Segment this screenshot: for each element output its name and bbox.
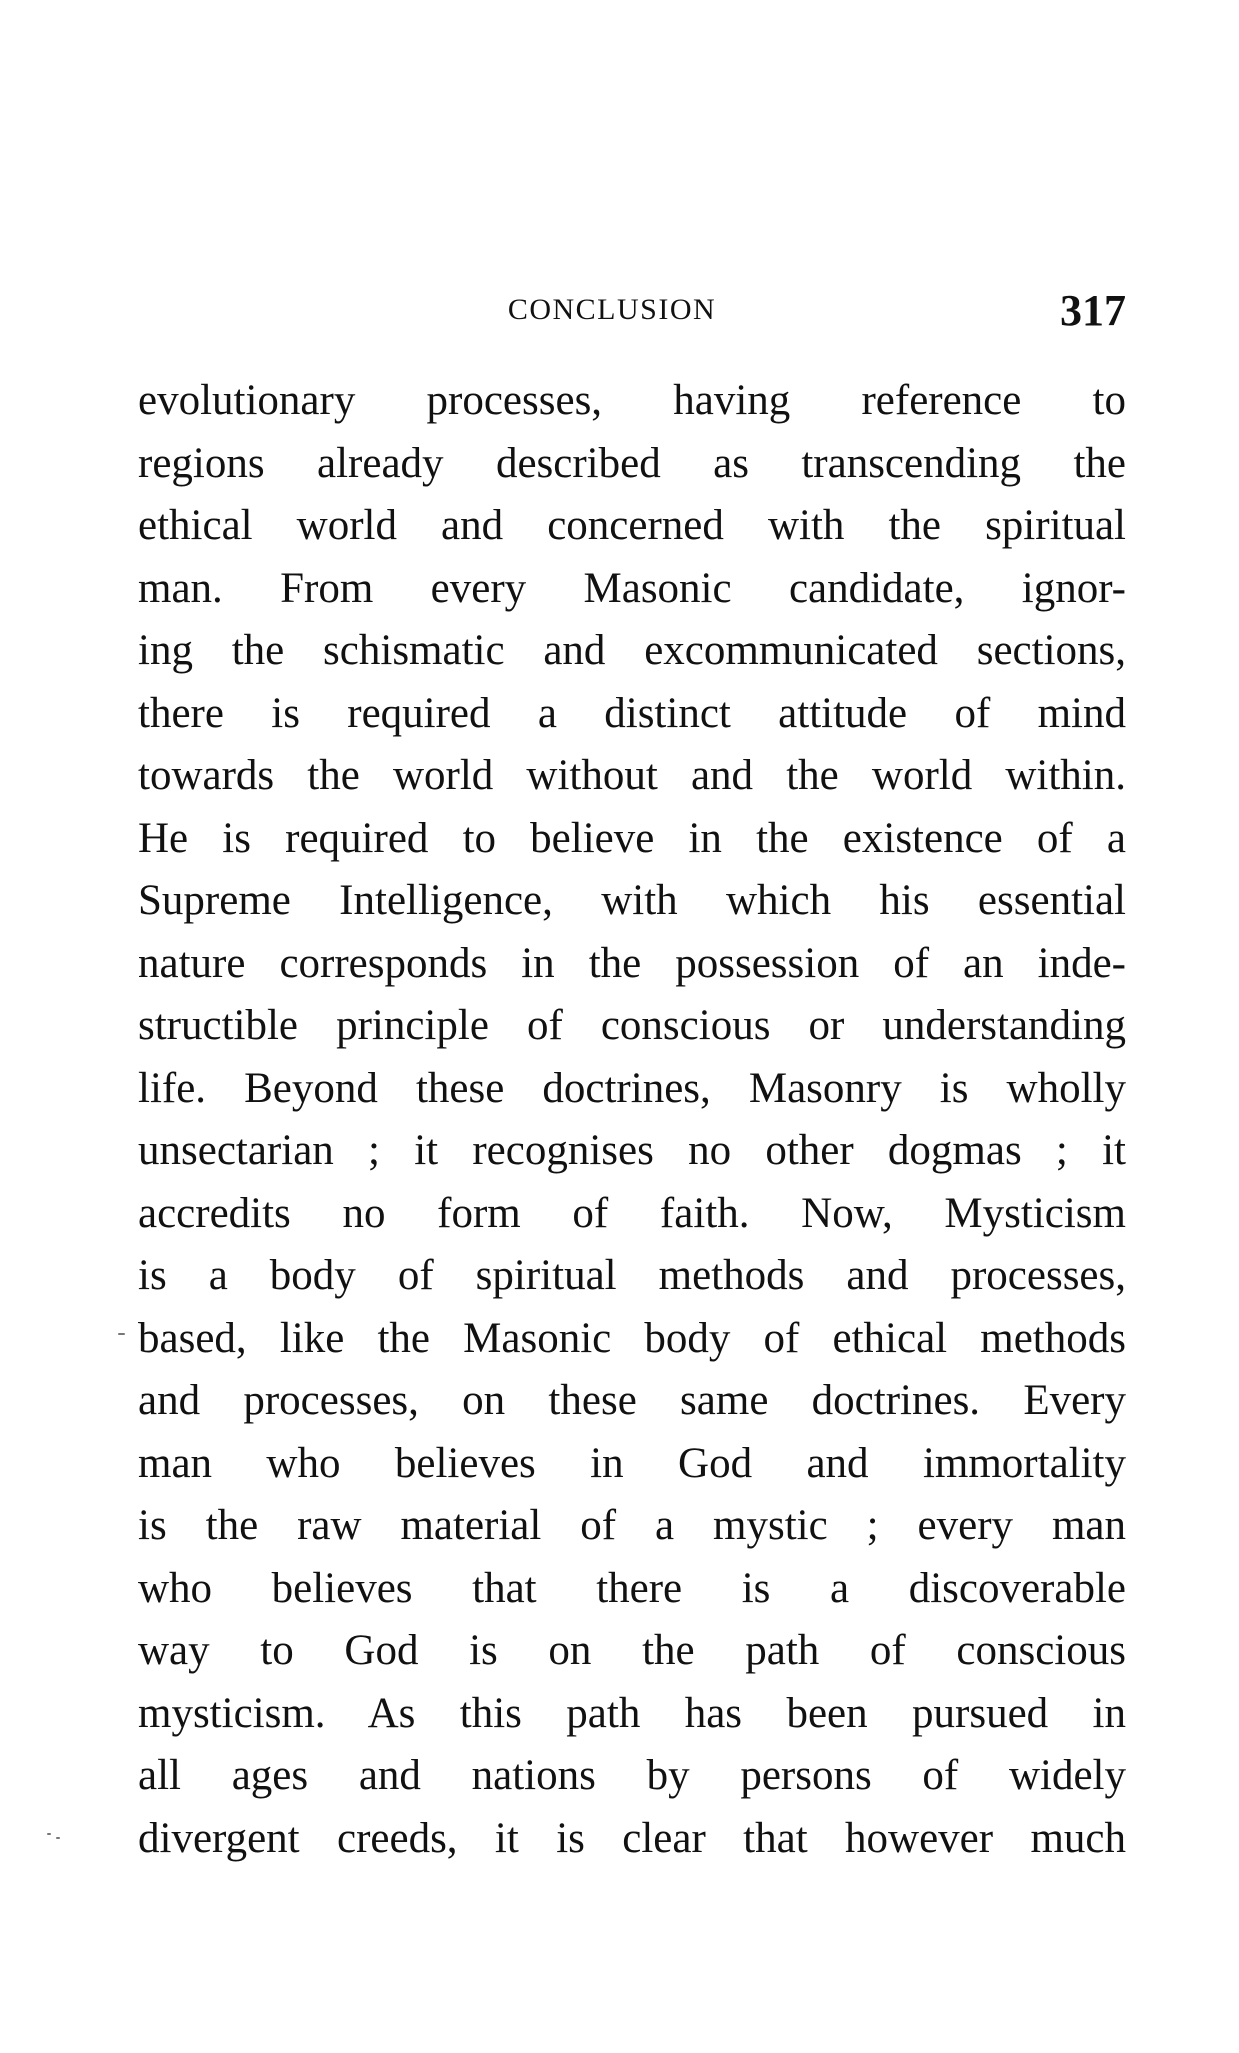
text-line: regions already described as transcending the <box>138 439 1126 487</box>
text-line: based, like the Masonic body of ethical methods <box>138 1314 1126 1362</box>
text-line: there is required a distinct attitude of mind <box>138 689 1126 737</box>
running-title: CONCLUSION <box>507 293 717 326</box>
text-line: who believes that there is a discoverable <box>138 1564 1126 1612</box>
text-line: evolutionary processes, having reference to <box>138 377 1126 424</box>
text-line: ing the schismatic and excommunicated sections, <box>138 627 1126 674</box>
text-line: life. Beyond these doctrines, Masonry is wholly <box>138 1064 1126 1112</box>
text-line: and processes, on these same doctrines. Every <box>138 1377 1126 1424</box>
text-line: man. From every Masonic candidate, ignor- <box>138 564 1126 612</box>
scan-speck <box>56 1837 60 1839</box>
text-line: He is required to believe in the existence of a <box>138 814 1126 862</box>
text-line: all ages and nations by persons of widely <box>138 1752 1126 1799</box>
text-line: mysticism. As this path has been pursued in <box>138 1689 1126 1737</box>
text-line: structible principle of conscious or understanding <box>138 1002 1126 1049</box>
text-line: is the raw material of a mystic ; every man <box>138 1502 1126 1549</box>
text-line: unsectarian ; it recognises no other dogmas ; it <box>138 1127 1126 1174</box>
running-head <box>138 285 1126 335</box>
scan-speck <box>118 1333 125 1335</box>
text-line: ethical world and concerned with the spiritual <box>138 502 1126 549</box>
text-line: is a body of spiritual methods and processes, <box>138 1252 1126 1299</box>
body-text <box>138 370 1126 1870</box>
text-line: man who believes in God and immortality <box>138 1439 1126 1487</box>
text-line: way to God is on the path of conscious <box>138 1627 1126 1674</box>
text-line: divergent creeds, it is clear that however much <box>138 1814 1126 1862</box>
text-line: Supreme Intelligence, with which his essential <box>138 877 1126 924</box>
page-number: 317 <box>1060 286 1126 335</box>
text-line: accredits no form of faith. Now, Mysticism <box>138 1189 1126 1237</box>
text-line: towards the world without and the world within. <box>138 752 1126 799</box>
text-line: nature corresponds in the possession of an inde- <box>138 939 1126 987</box>
scan-speck <box>47 1833 51 1835</box>
